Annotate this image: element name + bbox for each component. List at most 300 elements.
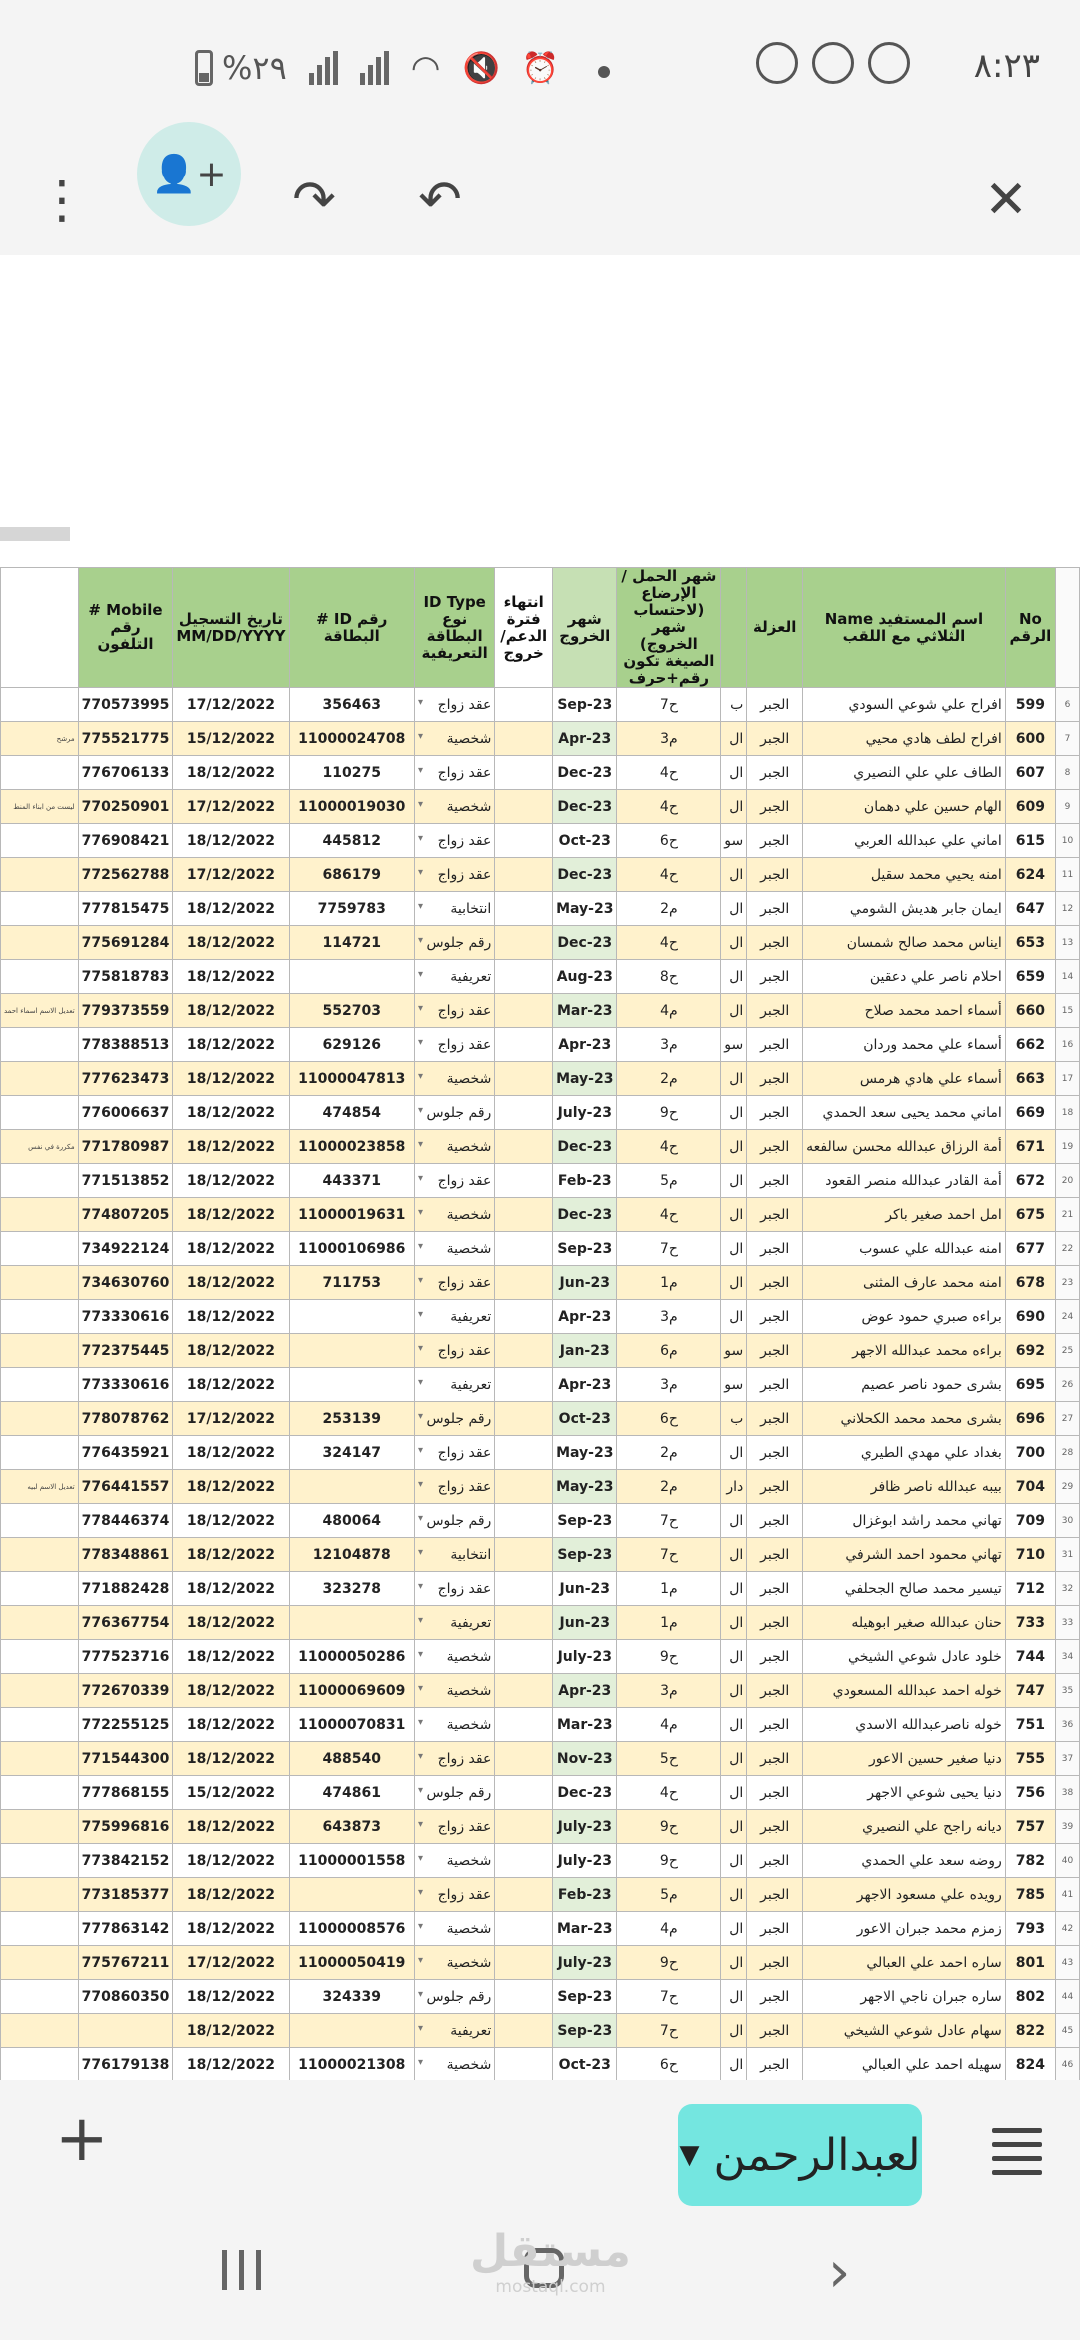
cell-pregnancy[interactable]: 7ح	[617, 1538, 721, 1572]
cell-note[interactable]	[1, 1096, 79, 1130]
cell-id[interactable]: 110275	[289, 756, 415, 790]
cell-id[interactable]: 11000008576	[289, 1912, 415, 1946]
cell-mobile[interactable]: 775996816	[78, 1810, 173, 1844]
cell-note[interactable]	[1, 892, 79, 926]
cell-mobile[interactable]: 777623473	[78, 1062, 173, 1096]
table-row[interactable]	[1, 1164, 1080, 1198]
cell-id-type[interactable]: ▾ عقد زواج	[415, 1572, 495, 1606]
cell-mobile[interactable]	[78, 2014, 173, 2048]
cell-exit-month[interactable]: Mar-23	[553, 1912, 617, 1946]
cell-mobile[interactable]: 777815475	[78, 892, 173, 926]
cell-note[interactable]	[1, 688, 79, 722]
cell-note[interactable]	[1, 1572, 79, 1606]
cell-id-type[interactable]: ▾ رقم جلوس	[415, 1776, 495, 1810]
cell-name[interactable]: تيسير محمد صالح الجحلفي	[803, 1572, 1006, 1606]
cell-mobile[interactable]: 775521775	[78, 722, 173, 756]
cell-pregnancy[interactable]: 4ح	[617, 858, 721, 892]
cell-no[interactable]: 653	[1005, 926, 1055, 960]
cell-id[interactable]: 114721	[289, 926, 415, 960]
cell-mobile[interactable]: 777868155	[78, 1776, 173, 1810]
cell-row-number[interactable]: 25	[1056, 1334, 1080, 1368]
cell-pregnancy[interactable]: 6ح	[617, 824, 721, 858]
cell-row-number[interactable]: 9	[1056, 790, 1080, 824]
cell-id-type[interactable]: ▾ تعريفية	[415, 1300, 495, 1334]
cell-no[interactable]: 624	[1005, 858, 1055, 892]
cell-id[interactable]: 11000047813	[289, 1062, 415, 1096]
cell-c[interactable]: ال	[721, 1912, 747, 1946]
cell-row-number[interactable]: 21	[1056, 1198, 1080, 1232]
cell-district[interactable]: الجبر	[747, 1504, 803, 1538]
cell-c[interactable]: ال	[721, 1980, 747, 2014]
cell-no[interactable]: 747	[1005, 1674, 1055, 1708]
cell-row-number[interactable]: 34	[1056, 1640, 1080, 1674]
cell-support-end[interactable]	[495, 1198, 553, 1232]
cell-row-number[interactable]: 15	[1056, 994, 1080, 1028]
cell-id-type[interactable]: ▾ انتخابية	[415, 1538, 495, 1572]
cell-no[interactable]: 756	[1005, 1776, 1055, 1810]
cell-support-end[interactable]	[495, 1912, 553, 1946]
cell-exit-month[interactable]: July-23	[553, 1844, 617, 1878]
cell-c[interactable]: ال	[721, 1742, 747, 1776]
cell-row-number[interactable]: 7	[1056, 722, 1080, 756]
cell-name[interactable]: روضه سعد علي الحمدي	[803, 1844, 1006, 1878]
table-row[interactable]	[1, 2014, 1080, 2048]
cell-reg-date[interactable]: 18/12/2022	[173, 1980, 289, 2014]
cell-c[interactable]: سو	[721, 824, 747, 858]
cell-c[interactable]: ال	[721, 1062, 747, 1096]
header-name[interactable]: Name اسم المستفيد الثلاثي مع اللقب	[803, 568, 1006, 688]
cell-district[interactable]: الجبر	[747, 1572, 803, 1606]
cell-pregnancy[interactable]: 3م	[617, 722, 721, 756]
cell-support-end[interactable]	[495, 1572, 553, 1606]
table-row[interactable]	[1, 1538, 1080, 1572]
cell-district[interactable]: الجبر	[747, 1368, 803, 1402]
cell-exit-month[interactable]: May-23	[553, 1062, 617, 1096]
cell-mobile[interactable]: 776367754	[78, 1606, 173, 1640]
cell-row-number[interactable]: 33	[1056, 1606, 1080, 1640]
cell-pregnancy[interactable]: 5م	[617, 1164, 721, 1198]
cell-name[interactable]: افراح لطف هادي محيي	[803, 722, 1006, 756]
cell-c[interactable]: ال	[721, 1640, 747, 1674]
cell-name[interactable]: دنيا صغير حسين الاعور	[803, 1742, 1006, 1776]
cell-id-type[interactable]: ▾ تعريفية	[415, 1606, 495, 1640]
cell-id-type[interactable]: ▾ عقد زواج	[415, 1266, 495, 1300]
table-row[interactable]	[1, 960, 1080, 994]
cell-exit-month[interactable]: Dec-23	[553, 858, 617, 892]
cell-district[interactable]: الجبر	[747, 1946, 803, 1980]
cell-mobile[interactable]: 771780987	[78, 1130, 173, 1164]
cell-mobile[interactable]: 776706133	[78, 756, 173, 790]
cell-mobile[interactable]: 776179138	[78, 2048, 173, 2081]
table-row[interactable]	[1, 1232, 1080, 1266]
cell-mobile[interactable]: 776908421	[78, 824, 173, 858]
cell-no[interactable]: 793	[1005, 1912, 1055, 1946]
cell-reg-date[interactable]: 18/12/2022	[173, 1878, 289, 1912]
cell-reg-date[interactable]: 18/12/2022	[173, 1674, 289, 1708]
cell-support-end[interactable]	[495, 1844, 553, 1878]
cell-exit-month[interactable]: Dec-23	[553, 1776, 617, 1810]
cell-c[interactable]: ال	[721, 1844, 747, 1878]
cell-id-type[interactable]: ▾ عقد زواج	[415, 1164, 495, 1198]
cell-reg-date[interactable]: 18/12/2022	[173, 1232, 289, 1266]
cell-exit-month[interactable]: Oct-23	[553, 1402, 617, 1436]
cell-name[interactable]: بيبه عبدالله ناصر ظافر	[803, 1470, 1006, 1504]
cell-reg-date[interactable]: 18/12/2022	[173, 1844, 289, 1878]
cell-district[interactable]: الجبر	[747, 1096, 803, 1130]
cell-pregnancy[interactable]: 4ح	[617, 790, 721, 824]
cell-id[interactable]: 11000023858	[289, 1130, 415, 1164]
cell-exit-month[interactable]: Mar-23	[553, 994, 617, 1028]
cell-id-type[interactable]: ▾ عقد زواج	[415, 994, 495, 1028]
cell-mobile[interactable]: 770573995	[78, 688, 173, 722]
cell-pregnancy[interactable]: 2م	[617, 1436, 721, 1470]
cell-district[interactable]: الجبر	[747, 1402, 803, 1436]
cell-note[interactable]: تعديل الاسم لبيه	[1, 1470, 79, 1504]
cell-c[interactable]: ال	[721, 1538, 747, 1572]
cell-name[interactable]: تهاني محمود احمد الشرفي	[803, 1538, 1006, 1572]
cell-exit-month[interactable]: Dec-23	[553, 756, 617, 790]
cell-id[interactable]: 445812	[289, 824, 415, 858]
cell-pregnancy[interactable]: 5م	[617, 1878, 721, 1912]
more-options-icon[interactable]: ⋮	[36, 170, 88, 230]
cell-id-type[interactable]: ▾ عقد زواج	[415, 1742, 495, 1776]
cell-c[interactable]: ال	[721, 1572, 747, 1606]
cell-row-number[interactable]: 14	[1056, 960, 1080, 994]
cell-exit-month[interactable]: Dec-23	[553, 1130, 617, 1164]
add-person-icon[interactable]: 👤+	[137, 122, 241, 226]
cell-id-type[interactable]: ▾ رقم جلوس	[415, 1980, 495, 2014]
cell-c[interactable]: ال	[721, 756, 747, 790]
table-row[interactable]	[1, 1606, 1080, 1640]
cell-note[interactable]	[1, 1912, 79, 1946]
cell-id-type[interactable]: ▾ شخصية	[415, 2048, 495, 2081]
cell-note[interactable]: ليست من ابناء المنط	[1, 790, 79, 824]
cell-support-end[interactable]	[495, 1266, 553, 1300]
cell-exit-month[interactable]: Apr-23	[553, 1028, 617, 1062]
cell-support-end[interactable]	[495, 722, 553, 756]
cell-name[interactable]: بغداد علي مهدي الطيري	[803, 1436, 1006, 1470]
cell-row-number[interactable]: 29	[1056, 1470, 1080, 1504]
cell-note[interactable]	[1, 1164, 79, 1198]
cell-id[interactable]	[289, 1606, 415, 1640]
cell-name[interactable]: بشرى محمد محمد الكحلاني	[803, 1402, 1006, 1436]
cell-no[interactable]: 744	[1005, 1640, 1055, 1674]
cell-exit-month[interactable]: Mar-23	[553, 1708, 617, 1742]
cell-c[interactable]: ال	[721, 1266, 747, 1300]
cell-name[interactable]: امنه عبدالله علي عسوب	[803, 1232, 1006, 1266]
cell-id-type[interactable]: ▾ رقم جلوس	[415, 926, 495, 960]
cell-pregnancy[interactable]: 7ح	[617, 1980, 721, 2014]
cell-support-end[interactable]	[495, 926, 553, 960]
cell-pregnancy[interactable]: 7ح	[617, 2014, 721, 2048]
cell-exit-month[interactable]: Apr-23	[553, 1300, 617, 1334]
cell-no[interactable]: 692	[1005, 1334, 1055, 1368]
cell-support-end[interactable]	[495, 756, 553, 790]
cell-name[interactable]: براءه محمد عبدالله الاجهر	[803, 1334, 1006, 1368]
cell-reg-date[interactable]: 18/12/2022	[173, 1538, 289, 1572]
cell-id[interactable]: 7759783	[289, 892, 415, 926]
cell-pregnancy[interactable]: 4م	[617, 994, 721, 1028]
table-row[interactable]	[1, 1708, 1080, 1742]
table-body[interactable]	[1, 688, 1080, 2081]
cell-row-number[interactable]: 20	[1056, 1164, 1080, 1198]
cell-mobile[interactable]: 772562788	[78, 858, 173, 892]
table-row[interactable]	[1, 1436, 1080, 1470]
cell-district[interactable]: الجبر	[747, 1810, 803, 1844]
header-support-end[interactable]: انتهاء فترة الدعم/ خروج	[495, 568, 553, 688]
cell-row-number[interactable]: 8	[1056, 756, 1080, 790]
cell-support-end[interactable]	[495, 1640, 553, 1674]
cell-c[interactable]: ال	[721, 1300, 747, 1334]
cell-note[interactable]	[1, 824, 79, 858]
cell-note[interactable]	[1, 1946, 79, 1980]
cell-exit-month[interactable]: Apr-23	[553, 722, 617, 756]
data-table[interactable]	[0, 567, 1080, 2080]
cell-row-number[interactable]: 36	[1056, 1708, 1080, 1742]
cell-c[interactable]: ال	[721, 790, 747, 824]
cell-mobile[interactable]: 770250901	[78, 790, 173, 824]
cell-reg-date[interactable]: 18/12/2022	[173, 1062, 289, 1096]
cell-exit-month[interactable]: Feb-23	[553, 1164, 617, 1198]
cell-support-end[interactable]	[495, 1062, 553, 1096]
cell-pregnancy[interactable]: 3م	[617, 1300, 721, 1334]
cell-note[interactable]	[1, 1708, 79, 1742]
cell-id-type[interactable]: ▾ رقم جلوس	[415, 1096, 495, 1130]
cell-id-type[interactable]: ▾ تعريفية	[415, 1368, 495, 1402]
cell-mobile[interactable]: 775767211	[78, 1946, 173, 1980]
cell-id[interactable]: 711753	[289, 1266, 415, 1300]
cell-id[interactable]: 323278	[289, 1572, 415, 1606]
cell-id-type[interactable]: ▾ شخصية	[415, 1674, 495, 1708]
cell-support-end[interactable]	[495, 1674, 553, 1708]
cell-support-end[interactable]	[495, 1504, 553, 1538]
cell-mobile[interactable]: 773330616	[78, 1300, 173, 1334]
cell-id-type[interactable]: ▾ شخصية	[415, 1198, 495, 1232]
cell-mobile[interactable]: 776006637	[78, 1096, 173, 1130]
cell-id-type[interactable]: ▾ عقد زواج	[415, 756, 495, 790]
cell-pregnancy[interactable]: 9ح	[617, 1946, 721, 1980]
cell-id[interactable]: 253139	[289, 1402, 415, 1436]
cell-mobile[interactable]: 778388513	[78, 1028, 173, 1062]
cell-name[interactable]: أسماء علي محمد وردان	[803, 1028, 1006, 1062]
cell-district[interactable]: الجبر	[747, 1980, 803, 2014]
cell-exit-month[interactable]: Apr-23	[553, 1368, 617, 1402]
cell-exit-month[interactable]: Dec-23	[553, 790, 617, 824]
cell-c[interactable]: ال	[721, 1232, 747, 1266]
table-row[interactable]	[1, 688, 1080, 722]
cell-note[interactable]	[1, 1300, 79, 1334]
cell-reg-date[interactable]: 17/12/2022	[173, 858, 289, 892]
cell-no[interactable]: 782	[1005, 1844, 1055, 1878]
cell-mobile[interactable]: 772255125	[78, 1708, 173, 1742]
cell-no[interactable]: 700	[1005, 1436, 1055, 1470]
cell-district[interactable]: الجبر	[747, 1742, 803, 1776]
cell-c[interactable]: ال	[721, 960, 747, 994]
cell-row-number[interactable]: 10	[1056, 824, 1080, 858]
cell-exit-month[interactable]: Oct-23	[553, 824, 617, 858]
cell-district[interactable]: الجبر	[747, 892, 803, 926]
cell-reg-date[interactable]: 18/12/2022	[173, 1470, 289, 1504]
header-pregnancy[interactable]: شهر الحمل / الإرضاع (لاحتساب شهر الخروج) الصيغة تكون رقم+حرف	[617, 568, 721, 688]
cell-c[interactable]: ال	[721, 858, 747, 892]
add-sheet-icon[interactable]: +	[55, 2102, 109, 2176]
table-row[interactable]	[1, 1300, 1080, 1334]
cell-reg-date[interactable]: 18/12/2022	[173, 1334, 289, 1368]
cell-id-type[interactable]: ▾ رقم جلوس	[415, 1402, 495, 1436]
cell-exit-month[interactable]: Sep-23	[553, 1504, 617, 1538]
cell-row-number[interactable]: 11	[1056, 858, 1080, 892]
cell-district[interactable]: الجبر	[747, 2014, 803, 2048]
cell-support-end[interactable]	[495, 858, 553, 892]
cell-district[interactable]: الجبر	[747, 1028, 803, 1062]
cell-name[interactable]: احلام ناصر علي دعقين	[803, 960, 1006, 994]
cell-reg-date[interactable]: 18/12/2022	[173, 1130, 289, 1164]
cell-mobile[interactable]: 777863142	[78, 1912, 173, 1946]
cell-no[interactable]: 675	[1005, 1198, 1055, 1232]
cell-mobile[interactable]: 770860350	[78, 1980, 173, 2014]
cell-name[interactable]: امنه محمد عارف المثنى	[803, 1266, 1006, 1300]
cell-district[interactable]: الجبر	[747, 1164, 803, 1198]
cell-row-number[interactable]: 13	[1056, 926, 1080, 960]
cell-row-number[interactable]: 28	[1056, 1436, 1080, 1470]
cell-district[interactable]: الجبر	[747, 1198, 803, 1232]
cell-c[interactable]: ال	[721, 994, 747, 1028]
cell-pregnancy[interactable]: 8ح	[617, 960, 721, 994]
cell-note[interactable]	[1, 1402, 79, 1436]
cell-row-number[interactable]: 41	[1056, 1878, 1080, 1912]
cell-id-type[interactable]: ▾ عقد زواج	[415, 1878, 495, 1912]
cell-no[interactable]: 599	[1005, 688, 1055, 722]
cell-name[interactable]: ايناس محمد صالح شمسان	[803, 926, 1006, 960]
spreadsheet[interactable]	[0, 255, 1080, 2080]
cell-district[interactable]: الجبر	[747, 1844, 803, 1878]
cell-exit-month[interactable]: Sep-23	[553, 1232, 617, 1266]
cell-note[interactable]	[1, 1062, 79, 1096]
cell-reg-date[interactable]: 15/12/2022	[173, 1776, 289, 1810]
cell-pregnancy[interactable]: 9ح	[617, 1640, 721, 1674]
cell-reg-date[interactable]: 18/12/2022	[173, 1266, 289, 1300]
cell-exit-month[interactable]: Sep-23	[553, 1980, 617, 2014]
cell-row-number[interactable]: 31	[1056, 1538, 1080, 1572]
cell-name[interactable]: تهاني محمد راشد ابوغزال	[803, 1504, 1006, 1538]
cell-note[interactable]: تعديل الاسم اسماء احمد	[1, 994, 79, 1028]
cell-c[interactable]: ال	[721, 926, 747, 960]
cell-district[interactable]: الجبر	[747, 722, 803, 756]
cell-name[interactable]: ديانه راجح علي النصيري	[803, 1810, 1006, 1844]
cell-row-number[interactable]: 22	[1056, 1232, 1080, 1266]
cell-row-number[interactable]: 39	[1056, 1810, 1080, 1844]
cell-district[interactable]: الجبر	[747, 824, 803, 858]
cell-exit-month[interactable]: Aug-23	[553, 960, 617, 994]
cell-id[interactable]: 488540	[289, 1742, 415, 1776]
cell-c[interactable]: ال	[721, 1878, 747, 1912]
recents-icon[interactable]	[222, 2250, 261, 2290]
cell-district[interactable]: الجبر	[747, 1470, 803, 1504]
cell-id-type[interactable]: ▾ تعريفية	[415, 960, 495, 994]
cell-reg-date[interactable]: 18/12/2022	[173, 1742, 289, 1776]
cell-id-type[interactable]: ▾ عقد زواج	[415, 1334, 495, 1368]
cell-name[interactable]: اماني علي عبدالله العربي	[803, 824, 1006, 858]
table-row[interactable]	[1, 756, 1080, 790]
cell-c[interactable]: ال	[721, 1776, 747, 1810]
cell-id-type[interactable]: ▾ عقد زواج	[415, 1028, 495, 1062]
table-row[interactable]	[1, 1334, 1080, 1368]
cell-id-type[interactable]: ▾ عقد زواج	[415, 824, 495, 858]
cell-mobile[interactable]: 771513852	[78, 1164, 173, 1198]
cell-pregnancy[interactable]: 3م	[617, 1028, 721, 1062]
cell-mobile[interactable]: 776441557	[78, 1470, 173, 1504]
cell-id[interactable]: 356463	[289, 688, 415, 722]
cell-support-end[interactable]	[495, 1232, 553, 1266]
cell-c[interactable]: ال	[721, 1708, 747, 1742]
cell-note[interactable]	[1, 1538, 79, 1572]
cell-no[interactable]: 696	[1005, 1402, 1055, 1436]
cell-note[interactable]	[1, 1198, 79, 1232]
cell-c[interactable]: ال	[721, 722, 747, 756]
sheet-list-icon[interactable]	[992, 2128, 1042, 2184]
cell-note[interactable]	[1, 1640, 79, 1674]
cell-no[interactable]: 785	[1005, 1878, 1055, 1912]
cell-reg-date[interactable]: 18/12/2022	[173, 756, 289, 790]
cell-exit-month[interactable]: Jan-23	[553, 1334, 617, 1368]
cell-note[interactable]	[1, 1028, 79, 1062]
cell-id-type[interactable]: ▾ شخصية	[415, 790, 495, 824]
cell-note[interactable]	[1, 1334, 79, 1368]
cell-pregnancy[interactable]: 7ح	[617, 1232, 721, 1266]
cell-reg-date[interactable]: 18/12/2022	[173, 994, 289, 1028]
cell-no[interactable]: 659	[1005, 960, 1055, 994]
cell-reg-date[interactable]: 18/12/2022	[173, 2048, 289, 2081]
cell-note[interactable]	[1, 1368, 79, 1402]
cell-id[interactable]: 11000050419	[289, 1946, 415, 1980]
cell-note[interactable]	[1, 1844, 79, 1878]
cell-district[interactable]: الجبر	[747, 1130, 803, 1164]
cell-support-end[interactable]	[495, 790, 553, 824]
header-reg-date[interactable]: تاريخ التسجيل MM/DD/YYYY	[173, 568, 289, 688]
cell-name[interactable]: أسماء احمد محمد صلاح	[803, 994, 1006, 1028]
cell-reg-date[interactable]: 18/12/2022	[173, 1606, 289, 1640]
sheet-tab[interactable]	[678, 2104, 922, 2206]
table-row[interactable]	[1, 1198, 1080, 1232]
cell-reg-date[interactable]: 18/12/2022	[173, 2014, 289, 2048]
cell-exit-month[interactable]: Dec-23	[553, 926, 617, 960]
cell-reg-date[interactable]: 17/12/2022	[173, 1946, 289, 1980]
cell-exit-month[interactable]: July-23	[553, 1096, 617, 1130]
cell-no[interactable]: 647	[1005, 892, 1055, 926]
cell-row-number[interactable]: 46	[1056, 2048, 1080, 2081]
cell-support-end[interactable]	[495, 1300, 553, 1334]
cell-id-type[interactable]: ▾ انتخابية	[415, 892, 495, 926]
cell-id-type[interactable]: ▾ شخصية	[415, 722, 495, 756]
cell-row-number[interactable]: 38	[1056, 1776, 1080, 1810]
cell-pregnancy[interactable]: 2م	[617, 1470, 721, 1504]
cell-support-end[interactable]	[495, 1164, 553, 1198]
cell-row-number[interactable]: 35	[1056, 1674, 1080, 1708]
cell-name[interactable]: دنيا يحيى شوعي الاجهر	[803, 1776, 1006, 1810]
cell-support-end[interactable]	[495, 1810, 553, 1844]
cell-row-number[interactable]: 32	[1056, 1572, 1080, 1606]
cell-id-type[interactable]: ▾ شخصية	[415, 1912, 495, 1946]
cell-row-number[interactable]: 17	[1056, 1062, 1080, 1096]
cell-id[interactable]: 11000050286	[289, 1640, 415, 1674]
cell-note[interactable]	[1, 1674, 79, 1708]
cell-reg-date[interactable]: 18/12/2022	[173, 824, 289, 858]
cell-district[interactable]: الجبر	[747, 994, 803, 1028]
cell-support-end[interactable]	[495, 688, 553, 722]
cell-support-end[interactable]	[495, 2014, 553, 2048]
cell-note[interactable]	[1, 1232, 79, 1266]
cell-pregnancy[interactable]: 9ح	[617, 1096, 721, 1130]
